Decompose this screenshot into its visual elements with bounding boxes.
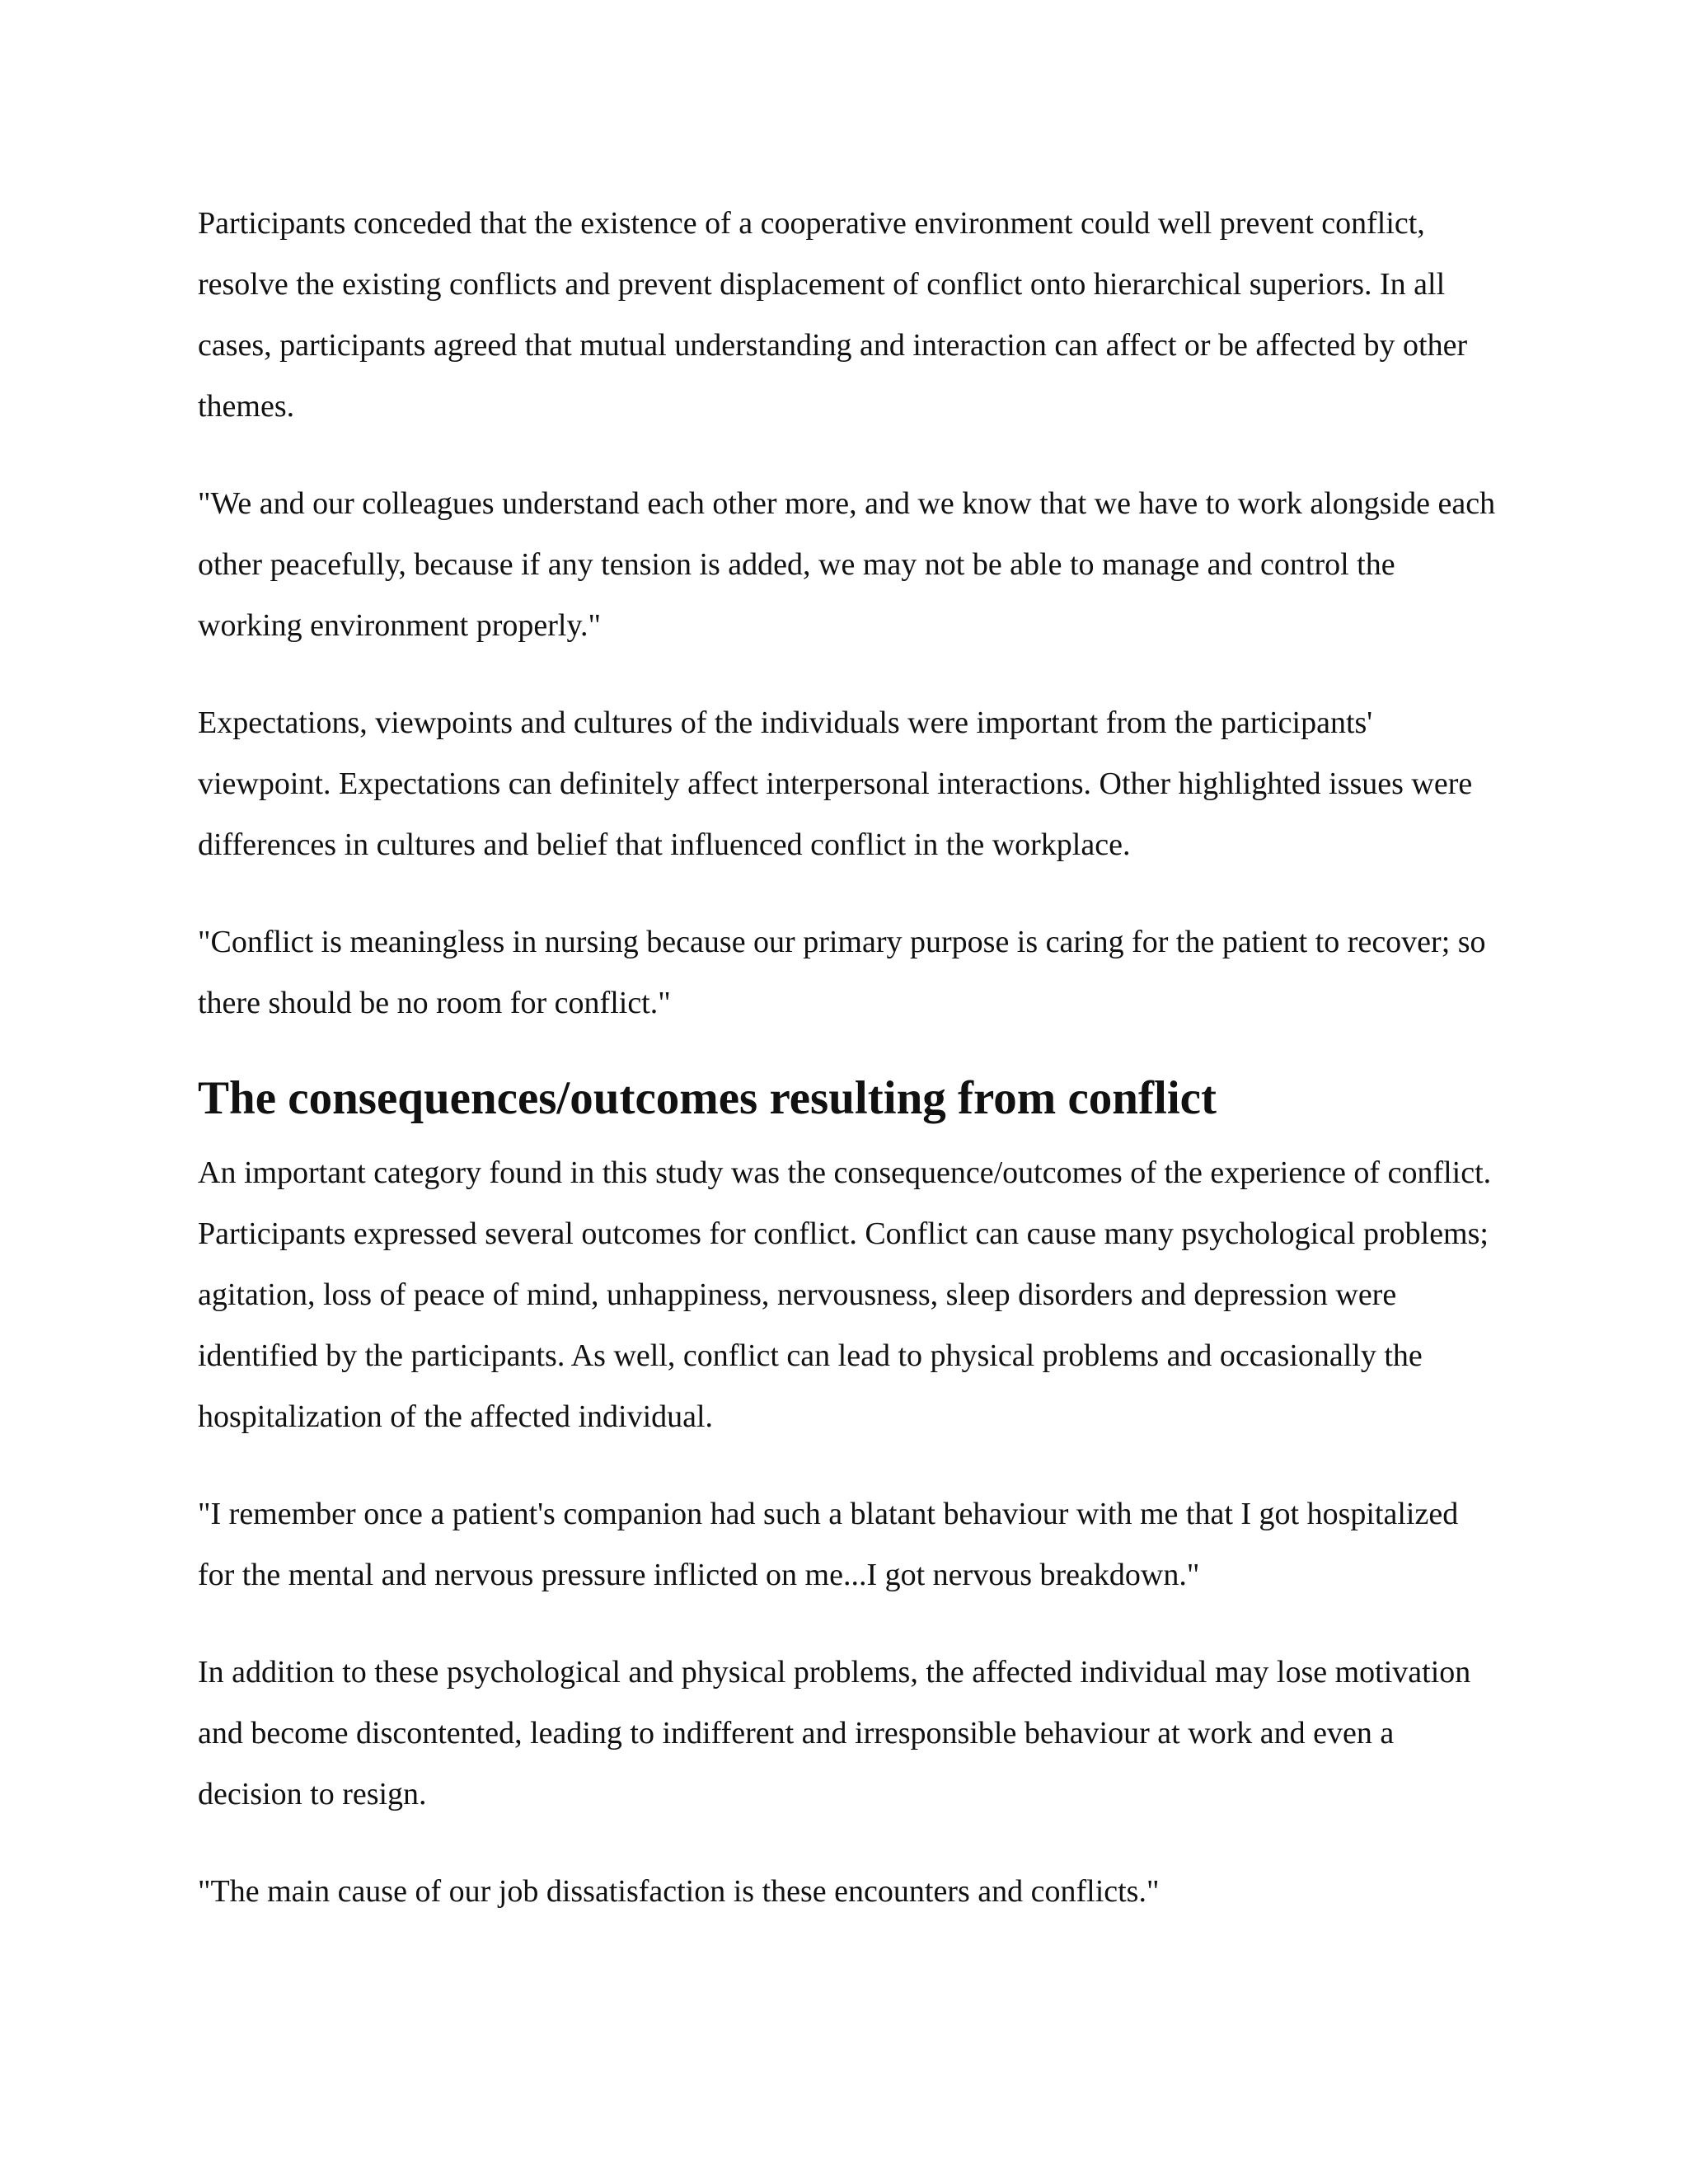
- paragraph-expectations-cultures: Expectations, viewpoints and cultures of the individuals were important from the participants' viewpoint. Expectations can definitely affect interpersonal interactions. Other highlighted issues were differences in cultures and belief that influenced conflict in the workplace.: [198, 705, 1473, 862]
- paragraph-cooperative-environment: Participants conceded that the existence of a cooperative environment could well prevent conflict, resolve the existing conflicts and prevent displacement of conflict onto hierarchical superiors. In all cases, participants agreed that mutual understanding and interaction can affect or be affected by other themes.: [198, 206, 1468, 424]
- quote-colleagues-understanding: "We and our colleagues understand each other more, and we know that we have to work alongside each other peacefully, because if any tension is added, we may not be able to manage and control the working environment properly.": [198, 486, 1496, 643]
- quote-hospitalized-breakdown: "I remember once a patient's companion had such a blatant behaviour with me that I got hospitalized for the mental and nervous pressure inflicted on me...I got nervous breakdown.": [198, 1497, 1459, 1592]
- quote-conflict-meaningless: "Conflict is meaningless in nursing because our primary purpose is caring for the patient to recover; so there should be no room for conflict.": [198, 925, 1486, 1020]
- quote-job-dissatisfaction: "The main cause of our job dissatisfaction is these encounters and conflicts.": [198, 1874, 1160, 1909]
- section-heading-consequences: The consequences/outcomes resulting from conflict: [198, 1072, 1217, 1124]
- document-body: [198, 193, 1500, 1958]
- paragraph-consequences-outcomes: An important category found in this study was the consequence/outcomes of the experience of conflict. Participants expressed several outcomes for conflict. Conflict can cause many psychological problems; agitation, loss of peace of mind, unhappiness, nervousness, sleep disorders and depression were identified by the participants. As well, conflict can lead to physical problems and occasionally the hospitalization of the affected individual.: [198, 1155, 1492, 1434]
- paragraph-motivation-resign: In addition to these psychological and physical problems, the affected individual may lose motivation and become discontented, leading to indifferent and irresponsible behaviour at work and even a decision to resign.: [198, 1655, 1471, 1811]
